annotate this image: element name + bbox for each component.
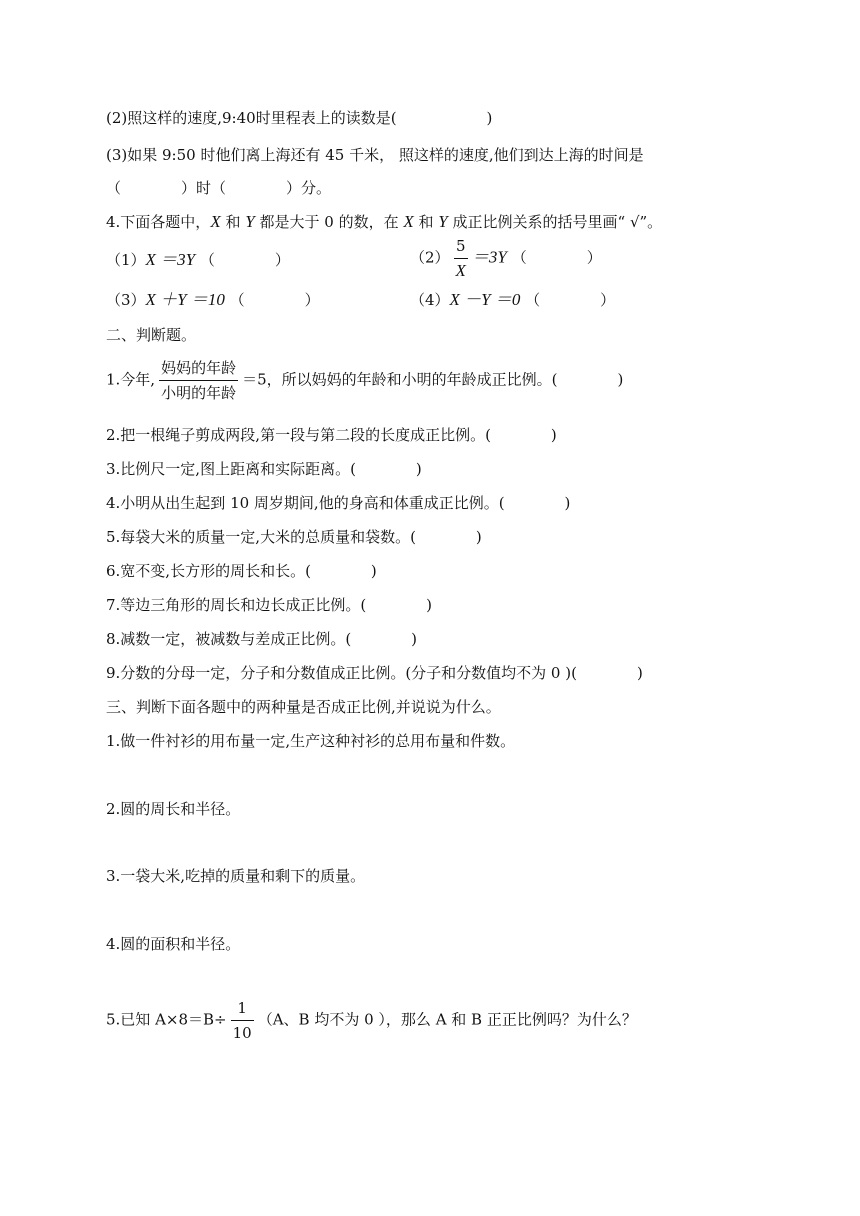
question-3-line2: （ ）时（ ）分。	[106, 179, 332, 197]
answer-blank[interactable]: （ ）	[199, 251, 290, 269]
question-2-text: (2)照这样的速度,9:40时里程表上的读数是( )	[106, 109, 493, 127]
judge-item-2: 2.把一根绳子剪成两段,第一段与第二段的长度成正比例。( )	[106, 426, 557, 444]
judge-item-6: 6.宽不变,长方形的周长和长。( )	[106, 562, 377, 580]
judge-item-8: 8.减数一定，被减数与差成正比例。( )	[106, 630, 418, 648]
judge-item-7: 7.等边三角形的周长和边长成正比例。( )	[106, 596, 433, 614]
analysis-item-5: 5.已知 A×8＝B÷ $\frac{1}{10}$ （A、B 均不为 0 ），那么 A 和 B 正正比例吗？为什么？	[106, 999, 637, 1042]
analysis-item-4: 4.圆的面积和半径。	[106, 935, 241, 953]
judge-item-1: 1.今年, $\frac{\text{妈妈的年龄}}{\text{小明的年龄}}$ ＝5，所以妈妈的年龄和小明的年龄成正比例。( )	[106, 359, 624, 402]
fraction: $\frac{1}{10}$	[232, 999, 252, 1042]
analysis-item-3: 3.一袋大米,吃掉的质量和剩下的质量。	[106, 867, 366, 885]
judge-item-5: 5.每袋大米的质量一定,大米的总质量和袋数。( )	[106, 528, 482, 546]
section-3-heading: 三、判断下面各题中的两种量是否成正比例,并说说为什么。	[106, 698, 501, 716]
judge-item-4: 4.小明从出生起到 10 周岁期间,他的身高和体重成正比例。( )	[106, 494, 571, 512]
option-2: （2） $\frac{5}{X}$ ＝3Y （ ）	[410, 237, 602, 280]
question-3-line1: (3)如果 9:50 时他们离上海还有 45 千米， 照这样的速度,他们到达上海的时间是	[106, 146, 644, 164]
analysis-item-2: 2.圆的周长和半径。	[106, 800, 241, 818]
answer-blank[interactable]: （ ）	[511, 248, 602, 267]
analysis-item-1: 1.做一件衬衫的用布量一定,生产这种衬衫的总用布量和件数。	[106, 732, 516, 750]
answer-blank[interactable]: （ ）	[525, 291, 616, 309]
fraction: $\frac{\text{妈妈的年龄}}{\text{小明的年龄}}$	[161, 359, 237, 402]
judge-item-3: 3.比例尺一定,图上距离和实际距离。( )	[106, 460, 422, 478]
option-4: （4）X －Y ＝0 （ ）	[410, 290, 616, 309]
option-1: （1）X ＝3Y （ ）	[106, 250, 290, 269]
fraction: $\frac{5}{X}$	[455, 237, 466, 280]
option-3: （3）X ＋Y ＝10 （ ）	[106, 290, 320, 309]
section-2-heading: 二、判断题。	[106, 326, 197, 344]
answer-blank[interactable]: （ ）	[229, 291, 320, 309]
question-4-text: 4.下面各题中，X 和 Y 都是大于 0 的数，在 X 和 Y 成正比例关系的括号里画“ √”。	[106, 212, 663, 231]
judge-item-9: 9.分数的分母一定，分子和分数值成正比例。(分子和分数值均不为 0 )( )	[106, 664, 643, 682]
